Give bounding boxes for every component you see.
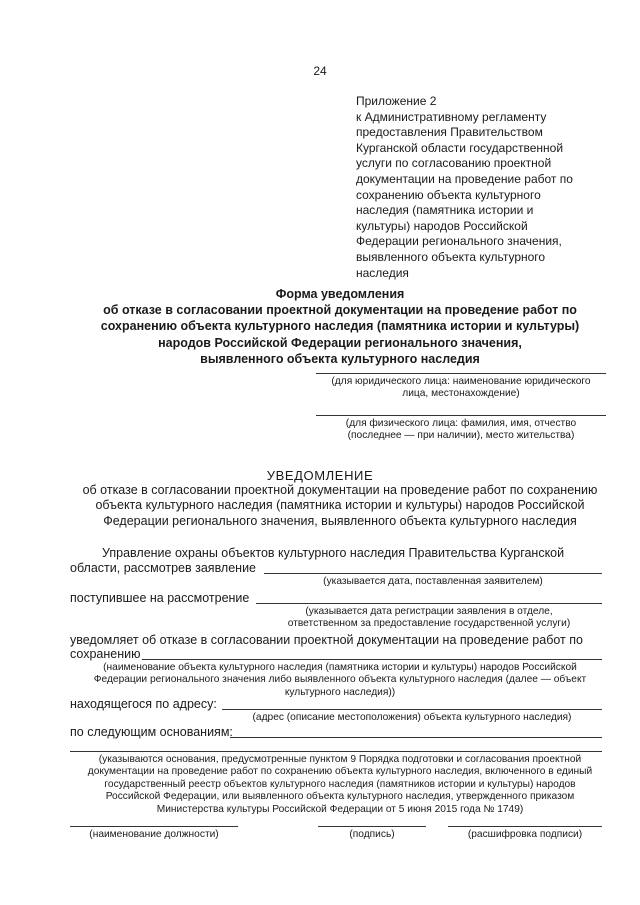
position-field[interactable] (70, 826, 238, 827)
grounds-field-2[interactable] (70, 751, 602, 752)
recipient-legal-line (316, 373, 606, 374)
appendix-line: сохранению объекта культурного (356, 187, 541, 202)
address-label: находящегося по адресу: (70, 697, 217, 711)
appendix-line: выявленного объекта культурного (356, 249, 546, 264)
appendix-line: документации на проведение работ по (356, 171, 573, 186)
form-title-line: народов Российской Федерации регионального значения, (158, 335, 522, 350)
recipient-individual-hint: (для физического лица: фамилия, имя, отчество (последнее — при наличии), место жительства) (345, 418, 577, 442)
received-date-field[interactable] (256, 603, 602, 604)
appendix-line: Курганской области государственной (356, 140, 564, 155)
appendix-line: культуры) народов Российской (356, 218, 528, 233)
body-p1-line2 (70, 561, 256, 575)
date-hint: (указывается дата, поставленная заявителем) (323, 576, 543, 587)
notice-heading: УВЕДОМЛЕНИЕ (266, 468, 374, 483)
appendix-header (356, 94, 626, 281)
appendix-line: наследия (памятника истории и (356, 203, 534, 218)
appendix-line: Федерации регионального значения, (356, 234, 562, 249)
appendix-line: услуги по согласованию проектной (356, 156, 552, 171)
address-hint: (адрес (описание местоположения) объекта культурного наследия) (252, 712, 572, 723)
position-hint: (наименование должности) (89, 829, 219, 840)
grounds-field-1[interactable] (230, 737, 602, 738)
body-p1-line1: Управление охраны объектов культурного наследия Правительства Курганской (102, 546, 565, 560)
registration-hint: (указывается дата регистрации заявления в отделе, ответственном за предоставление государственной услуги) (287, 606, 571, 630)
appendix-line: к Административному регламенту (356, 109, 547, 124)
appendix-line: наследия (356, 265, 409, 280)
address-field[interactable] (222, 709, 602, 710)
appendix-line: Приложение 2 (356, 94, 437, 108)
application-label: области, рассмотрев заявление (70, 561, 257, 575)
form-title (60, 286, 620, 367)
notice-subheading: об отказе в согласовании проектной документации на проведение работ по сохранению объекта культурного наследия (памятника истории и культуры) народов Российской Федерации регионального значения, выявленного объекта культурного наследия (82, 483, 598, 528)
application-date-field[interactable] (264, 573, 602, 574)
form-title-line: выявленного объекта культурного наследия (200, 351, 480, 366)
object-hint: (наименование объекта культурного наследия (памятника истории и культуры) народов Российской Федерации регионального значения либо выявленного объекта культурного наследия (далее — объект культурного наследия)) (93, 662, 587, 698)
form-title-line: Форма уведомления (275, 287, 405, 301)
decryption-field[interactable] (448, 826, 602, 827)
signature-hint: (подпись) (349, 829, 395, 840)
notify-line: уведомляет об отказе в согласовании проектной документации на проведение работ по (70, 633, 583, 647)
form-title-line: об отказе в согласовании проектной документации на проведение работ по (103, 303, 577, 318)
signature-field[interactable] (318, 826, 426, 827)
recipient-individual-line (316, 415, 606, 416)
recipient-legal-hint: (для юридического лица: наименование юридического лица, местонахождение) (331, 376, 591, 400)
received-label: поступившее на рассмотрение (70, 591, 250, 605)
page-number: 24 (313, 64, 327, 78)
preservation-label: сохранению (70, 647, 141, 661)
appendix-line: предоставления Правительством (356, 125, 543, 140)
grounds-label: по следующим основаниям: (70, 725, 233, 739)
form-title-line: сохранению объекта культурного наследия (памятника истории и культуры) (100, 319, 580, 334)
object-name-field[interactable] (142, 659, 602, 660)
decryption-hint: (расшифровка подписи) (467, 829, 583, 840)
grounds-hint: (указываются основания, предусмотренные пунктом 9 Порядка подготовки и согласования проектной документации на проведение работ по сохранению объекта культурного наследия, включенного в единый государственный реестр объектов культурного наследия (памятников истории и культуры) народов Российской Федерации, или выявленного объекта культурного наследия, утвержденного приказом Министерства культуры Российской Федерации от 5 июня 2015 года № 1749) (87, 754, 593, 815)
